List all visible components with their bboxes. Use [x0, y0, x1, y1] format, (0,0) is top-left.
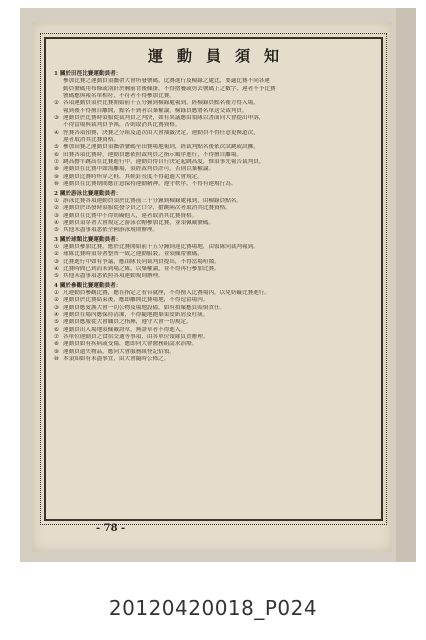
rule-number: ⑤ [54, 227, 60, 234]
rule-text: 動員號碼用布條或別針於胸前背後佩掛，不得摺疊或剪去號碼上之數字，違者不予比賽 [63, 85, 276, 92]
rule-text: 違者取消其比賽資格。 [63, 137, 119, 144]
rule-text: 跳高撐竿跳高在比賽進行中，運動員得自行決定起跳高度，惟須事先報告裁判員。 [63, 159, 265, 166]
rule-number: ① [54, 243, 60, 250]
rule-text: 運動員須穿著大會規定之游泳衣帽參加比賽，並須佩戴號碼。 [63, 219, 215, 226]
rule-item [54, 174, 375, 181]
rule-text: 報到後不得擅自離開，點名不到者以棄權論，檢錄員應將名單送交裁判員。 [63, 107, 248, 114]
rule-item [54, 181, 375, 188]
notice-frame [44, 37, 383, 521]
adjacent-page-edge [396, 8, 416, 562]
rule-number: ① [54, 289, 60, 296]
rule-item [54, 349, 375, 356]
rule-number: ⑥ [54, 151, 60, 158]
rule-text: 運動員參加比賽，應於比賽開始前十五分鐘到達比賽場地，由領隊向裁判報到。 [63, 243, 259, 250]
rule-item [54, 305, 375, 312]
notice-body [54, 69, 375, 515]
rule-item [54, 244, 375, 251]
rule-item [54, 166, 375, 173]
rule-item [54, 152, 375, 159]
rule-text: 游泳比賽各項運動員須於比賽前三十分鐘到檢錄處報到，由檢錄員點名。 [63, 197, 243, 204]
rule-item [54, 213, 375, 220]
rule-text: 運動員應服從大會職員之指揮，遵守大會一切規定。 [63, 319, 192, 326]
rule-text: 運動員於比賽時須服從裁判員之判決，如有異議應由領隊以書面向大會提出申訴， [63, 115, 265, 122]
rule-text: 田賽各項比賽時，運動員應依照裁判員之指示順序進行，不得擅自離場。 [63, 151, 243, 158]
rule-text: 運動員應愛護大會一切公物及場地設備，如有損壞應負賠償責任。 [63, 304, 226, 311]
rule-item [54, 130, 375, 137]
rule-text: 運動員出入場地須佩戴證章，無證章者不得進入。 [63, 326, 187, 333]
rule-item [54, 356, 375, 363]
rule-number: ④ [54, 219, 60, 226]
rule-number: ④ [54, 312, 60, 318]
rule-item [54, 290, 375, 297]
rule-text: 運動員在比賽中不得妨礙他人，違者取消其比賽資格。 [63, 212, 198, 219]
rule-item [54, 341, 375, 348]
rule-text: 比賽時間已到而未到場之隊，以棄權論，並不得再行參加比賽。 [63, 265, 220, 272]
rule-text: 運動員如有疾病或受傷，應即向大會醫務組請求治療。 [63, 341, 198, 348]
rule-item [54, 205, 375, 212]
rule-number: ③ [54, 115, 60, 122]
rule-text: 凡運動員參觀比賽，應在指定之看台就座，不得擅入比賽場內，以免妨礙比賽進行。 [63, 289, 270, 296]
rule-text: 運動員遺失物品，應向大會服務組登記招領。 [63, 348, 175, 355]
rule-number: ② [54, 100, 60, 107]
rule-item [54, 297, 375, 304]
page-number: - 78 - [96, 523, 126, 534]
rule-text: 徑賽各項預賽，決賽之分組及道次由大會抽籤決定，運動員不得任意更換道次， [63, 129, 259, 136]
rule-item [54, 86, 375, 93]
rule-text: 不得當場與裁判員爭執，否則取消其比賽資格。 [63, 122, 181, 129]
rule-item [54, 227, 375, 234]
section-heading: 1 關於田徑比賽運動員者： [54, 71, 122, 77]
section-heading: 4 關於參觀比賽運動員者： [54, 282, 122, 289]
rule-number: ⑨ [54, 173, 60, 180]
rule-item [54, 137, 375, 144]
rule-text: 參加比賽之運動員須攜帶大會所發號碼，比賽進行及檢錄之處比，要適比賽不同各運 [63, 78, 270, 85]
page-title: 運動員須知 [147, 47, 293, 65]
rule-number: ④ [54, 129, 60, 136]
rule-number [54, 78, 63, 85]
rule-text: 運動員於出發時須服從發令員之口令，搶跳兩次者取消其比賽資格。 [63, 205, 231, 212]
rule-number: ② [54, 297, 60, 304]
rule-number: ⑨ [54, 348, 60, 355]
rule-text: 各單位運動員之食宿交通等事項，由各單位領隊負責辦理。 [63, 334, 209, 341]
rule-item [54, 115, 375, 122]
rule-item [54, 334, 375, 341]
rule-item [54, 327, 375, 334]
rule-number [54, 108, 63, 115]
rule-number: ⑤ [54, 273, 60, 280]
rule-number: ⑤ [54, 319, 60, 326]
rule-text: 參加田賽之運動員須攜帶號碼至田賽場地報到，經裁判點名後依次試跳或試擲。 [63, 144, 259, 151]
rule-number: ⑩ [54, 181, 60, 188]
rule-number: ⑤ [54, 144, 60, 151]
rule-item [54, 273, 375, 280]
rule-text: 號碼應與報名單相符，不符者不得參加比賽。 [63, 93, 175, 100]
rule-number: ⑦ [54, 334, 60, 341]
rule-text: 運動員在場內應保持清潔，不得隨地拋棄果皮紙屑及吐痰。 [63, 312, 209, 318]
rule-item [54, 251, 375, 258]
rule-item [54, 78, 375, 85]
rule-number: ⑩ [54, 356, 60, 363]
rule-item [54, 144, 375, 151]
rule-text: 其他未盡事項悉依全國游泳規則辦理。 [63, 227, 159, 234]
rule-number: ② [54, 205, 60, 212]
image-caption: 20120420018_P024 [108, 596, 318, 620]
rule-number: ⑧ [54, 341, 60, 348]
rule-number [54, 122, 63, 129]
rule-text: 比賽進行中如有爭議，應由隊長向裁判員提出，不得當場喧鬧。 [63, 258, 220, 265]
rule-item [54, 266, 375, 273]
rule-number: ① [54, 197, 60, 204]
rule-number: ③ [54, 212, 60, 219]
rule-text: 其他未盡事項悉依照各項運動規則辦理。 [63, 273, 164, 280]
rule-text: 球隊比賽時須穿著整齊一致之運動服裝，並須佩帶號碼。 [63, 251, 203, 258]
rule-item [54, 108, 375, 115]
rule-text: 各項運動員須於比賽開始前十五分鐘到檢錄處報到，經檢錄員點名後方得入場， [63, 100, 259, 107]
rule-item [54, 93, 375, 100]
rule-number: ③ [54, 304, 60, 311]
rule-text: 本須知如有未盡事宜，由大會隨時公佈之。 [63, 356, 170, 363]
rule-number: ⑥ [54, 326, 60, 333]
rule-text: 運動員比賽時所穿之鞋，其鞋釘長度不得超過大會規定。 [63, 173, 203, 180]
rule-text: 運動員在比賽期間應注意保持運動精神，遵守秩序，不得有違規行為。 [63, 181, 237, 188]
rule-text: 運動員於比賽結束後，應即離開比賽場地，不得逗留場內。 [63, 297, 209, 304]
section-heading: 2 關於游泳比賽運動員者： [54, 190, 122, 197]
rule-item [54, 319, 375, 326]
rule-number: ③ [54, 258, 60, 265]
rule-number [54, 86, 63, 93]
rule-number: ⑦ [54, 159, 60, 166]
rule-number: ④ [54, 265, 60, 272]
section-heading: 3 關於球類比賽運動員者： [54, 236, 122, 243]
rule-item [54, 122, 375, 129]
rule-item [54, 100, 375, 107]
rule-item [54, 220, 375, 227]
rule-item [54, 159, 375, 166]
rule-text: 運動員在比賽中如需離場，須經裁判員許可，否則以棄權論。 [63, 166, 215, 173]
rule-number: ⑧ [54, 166, 60, 173]
rule-number: ② [54, 251, 60, 258]
rule-item [54, 259, 375, 266]
rule-item [54, 198, 375, 205]
rule-item [54, 312, 375, 319]
